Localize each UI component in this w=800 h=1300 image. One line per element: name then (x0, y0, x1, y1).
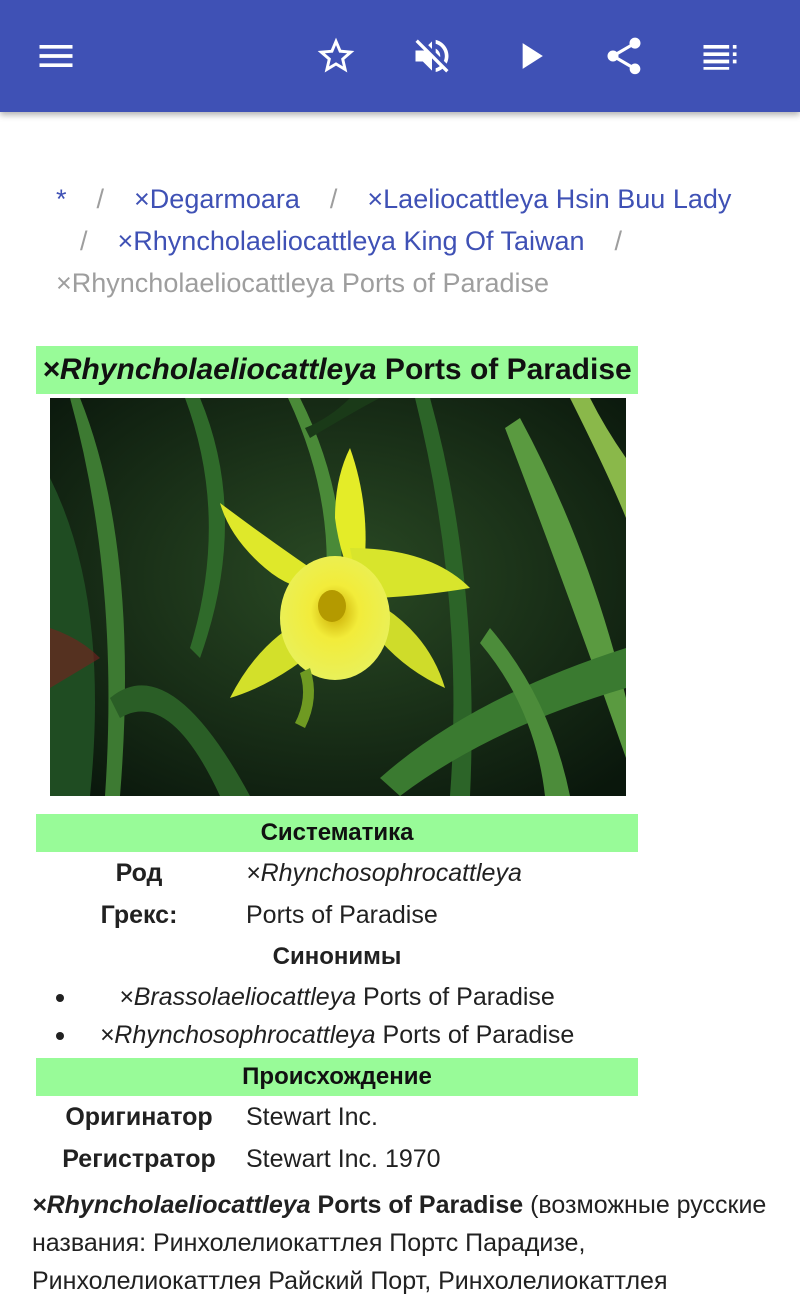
menu-icon (34, 34, 78, 78)
genus-value: ×Rhynchosophrocattleya (246, 858, 522, 887)
synonym-name: Ports of Paradise (375, 1020, 575, 1049)
synonym-genus: ×Rhynchosophrocattleya (99, 1020, 376, 1049)
menu-button[interactable] (28, 28, 84, 84)
originator-row (36, 1096, 638, 1138)
genus-value-wrap (242, 859, 522, 888)
breadcrumb-current: ×Rhyncholaeliocattleya Ports of Paradise (56, 268, 550, 298)
play-icon (508, 34, 552, 78)
star-icon (314, 34, 358, 78)
article-title-bold (32, 1191, 523, 1219)
synonym-text (36, 1021, 638, 1050)
registrar-value: Stewart Inc. 1970 (246, 1144, 441, 1173)
breadcrumb-king-of-taiwan[interactable]: ×Rhyncholaeliocattleya King Of Taiwan (117, 226, 585, 256)
taxobox-title (36, 346, 638, 394)
synonyms-heading: Синонимы (272, 943, 402, 970)
playlist-icon (698, 34, 742, 78)
taxobox (36, 346, 638, 1180)
mute-button[interactable] (404, 28, 460, 84)
genus-row (36, 852, 638, 894)
systematics-heading: Систематика (36, 814, 638, 852)
bullet (56, 994, 64, 1002)
app-bar (0, 0, 800, 112)
registrar-row (36, 1138, 638, 1180)
breadcrumb-root[interactable]: * (56, 184, 67, 214)
originator-label: Оригинатор (65, 1102, 213, 1131)
share-button[interactable] (596, 28, 652, 84)
synonym-genus: ×Brassolaeliocattleya (119, 982, 357, 1011)
synonym-text (36, 983, 638, 1012)
article-text: (возможные русские названия: Ринхолелиокаттлея Портс Парадизе, Ринхолелиокаттлея Райский Порт, Ринхолелиокаттлея (32, 1191, 767, 1295)
originator-value: Stewart Inc. (246, 1102, 378, 1131)
article-genus: ×Rhyncholaeliocattleya (32, 1191, 311, 1219)
title-name: Ports of Paradise (376, 353, 632, 386)
synonym-item (36, 1016, 638, 1054)
breadcrumb-separator: / (80, 226, 88, 256)
title-genus: ×Rhyncholaeliocattleya (42, 353, 377, 386)
registrar-label: Регистратор (62, 1144, 216, 1173)
grex-label: Грекс: (100, 900, 178, 929)
play-button[interactable] (502, 28, 558, 84)
breadcrumb (56, 178, 756, 304)
favorite-button[interactable] (308, 28, 364, 84)
synonym-name: Ports of Paradise (356, 982, 555, 1011)
volume-off-icon (410, 34, 454, 78)
playlist-button[interactable] (692, 28, 748, 84)
origin-heading: Происхождение (36, 1058, 638, 1096)
breadcrumb-separator: / (329, 184, 338, 214)
bullet (56, 1032, 64, 1040)
breadcrumb-laeliocattleya[interactable]: ×Laeliocattleya Hsin Buu Lady (367, 184, 732, 214)
grex-value: Ports of Paradise (246, 900, 438, 929)
orchid-photo (50, 398, 626, 796)
article-name: Ports of Paradise (310, 1191, 524, 1219)
genus-label: Род (115, 858, 163, 887)
breadcrumb-degarmoara[interactable]: ×Degarmoara (134, 184, 300, 214)
orchid-image (50, 398, 626, 796)
share-icon (602, 34, 646, 78)
breadcrumb-separator: / (614, 226, 623, 256)
synonym-item (36, 978, 638, 1016)
breadcrumb-separator: / (96, 184, 105, 214)
grex-row (36, 894, 638, 936)
article-paragraph (32, 1186, 772, 1300)
